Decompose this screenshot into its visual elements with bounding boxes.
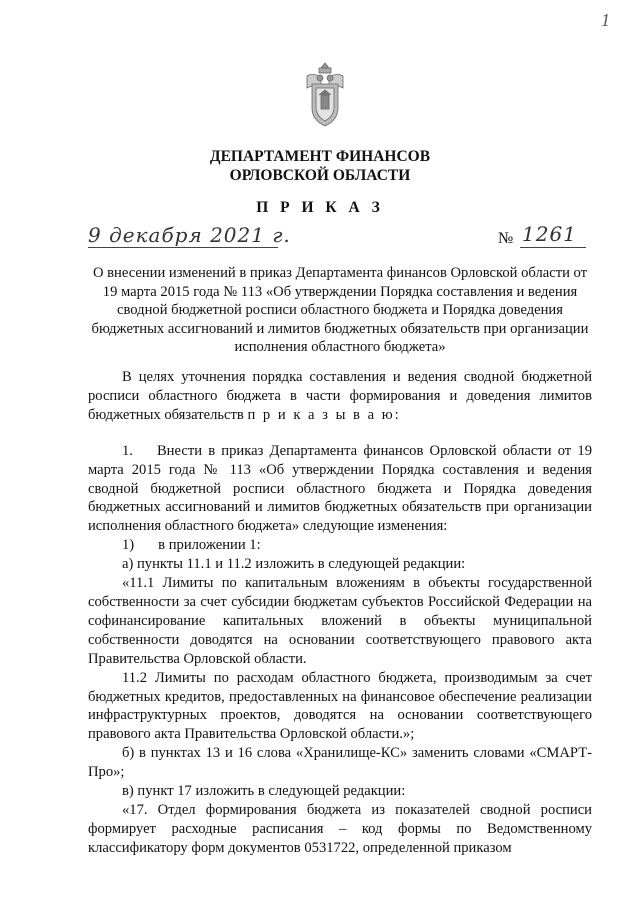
date-underline (88, 247, 278, 248)
order-title: П Р И К А З (256, 199, 384, 216)
number-underline (520, 247, 586, 248)
paragraph-1-text: Внести в приказ Департамента финансов Орловской области от 19 марта 2015 года № 113 «Об утверждении Порядка составления и ведения сводной бюджетной росписи областного бюджета и Порядка доведения бюджетных ассигнований и лимитов бюджетных обязательств при организации исполнения областного бюджета» следующие изменения: (88, 442, 592, 535)
quote-11-1: «11.1 Лимиты по капитальным вложениям в объекты государственной собственности за счет субсидии бюджетам субъектов Российской Федерации на софинансирование капитальных вложений в объекты муниципальной собственности доводятся на основании соответствующего правового акта Правительства Орловской области. (88, 575, 592, 667)
department-line-1: ДЕПАРТАМЕНТ ФИНАНСОВ (209, 148, 431, 165)
paragraph-1 (88, 442, 592, 537)
quote-11-2: 11.2 Лимиты по расходам областного бюджета, производимым за счет бюджетных кредитов, предоставленных на финансовое обеспечение реализации инфраструктурных проектов, доводятся на основании соответствующего правового акта Правительства Орловской области.»; (88, 669, 592, 743)
department-name (0, 147, 640, 185)
quote-17: «17. Отдел формирования бюджета из показателей сводной росписи формирует расходные расписания – код формы по Ведомственному классификатору форм документов 0531722, определенной приказом (88, 801, 592, 856)
order-number-label: № (498, 230, 514, 247)
paragraph-1-number: 1. (122, 442, 133, 459)
preamble-text: В целях уточнения порядка составления и ведения сводной бюджетной росписи областного бюджета в части формирования и доведения лимитов бюджетных обязательств (88, 369, 592, 423)
item-a: а) пункты 11.1 и 11.2 изложить в следующей редакции: (122, 556, 466, 573)
subparagraph-1 (88, 536, 592, 555)
order-subject: О внесении изменений в приказ Департамента финансов Орловской области от 19 марта 2015 года № 113 «Об утверждении Порядка составления и ведения сводной бюджетной росписи областного бюджета и Порядка доведения бюджетных ассигнований и лимитов бюджетных обязательств при организации исполнения областного бюджета» (91, 265, 589, 356)
page-number: 1 (601, 10, 610, 30)
item-c: в) пункт 17 изложить в следующей редакции: (122, 783, 406, 800)
preamble (88, 368, 592, 425)
subparagraph-1-text: в приложении 1: (158, 537, 261, 554)
coat-of-arms-emblem (304, 62, 346, 130)
preamble-emphasis: п р и к а з ы в а ю: (247, 406, 401, 423)
order-number: 1261 (522, 222, 577, 246)
document-body (88, 368, 592, 858)
department-line-2: ОРЛОВСКОЙ ОБЛАСТИ (229, 167, 411, 184)
subparagraph-1-number: 1) (122, 537, 135, 554)
order-date: 9 декабря 2021 г. (88, 223, 291, 247)
item-b: б) в пунктах 13 и 16 слова «Хранилище-КС» заменить словами «СМАРТ- Про»; (88, 745, 592, 781)
